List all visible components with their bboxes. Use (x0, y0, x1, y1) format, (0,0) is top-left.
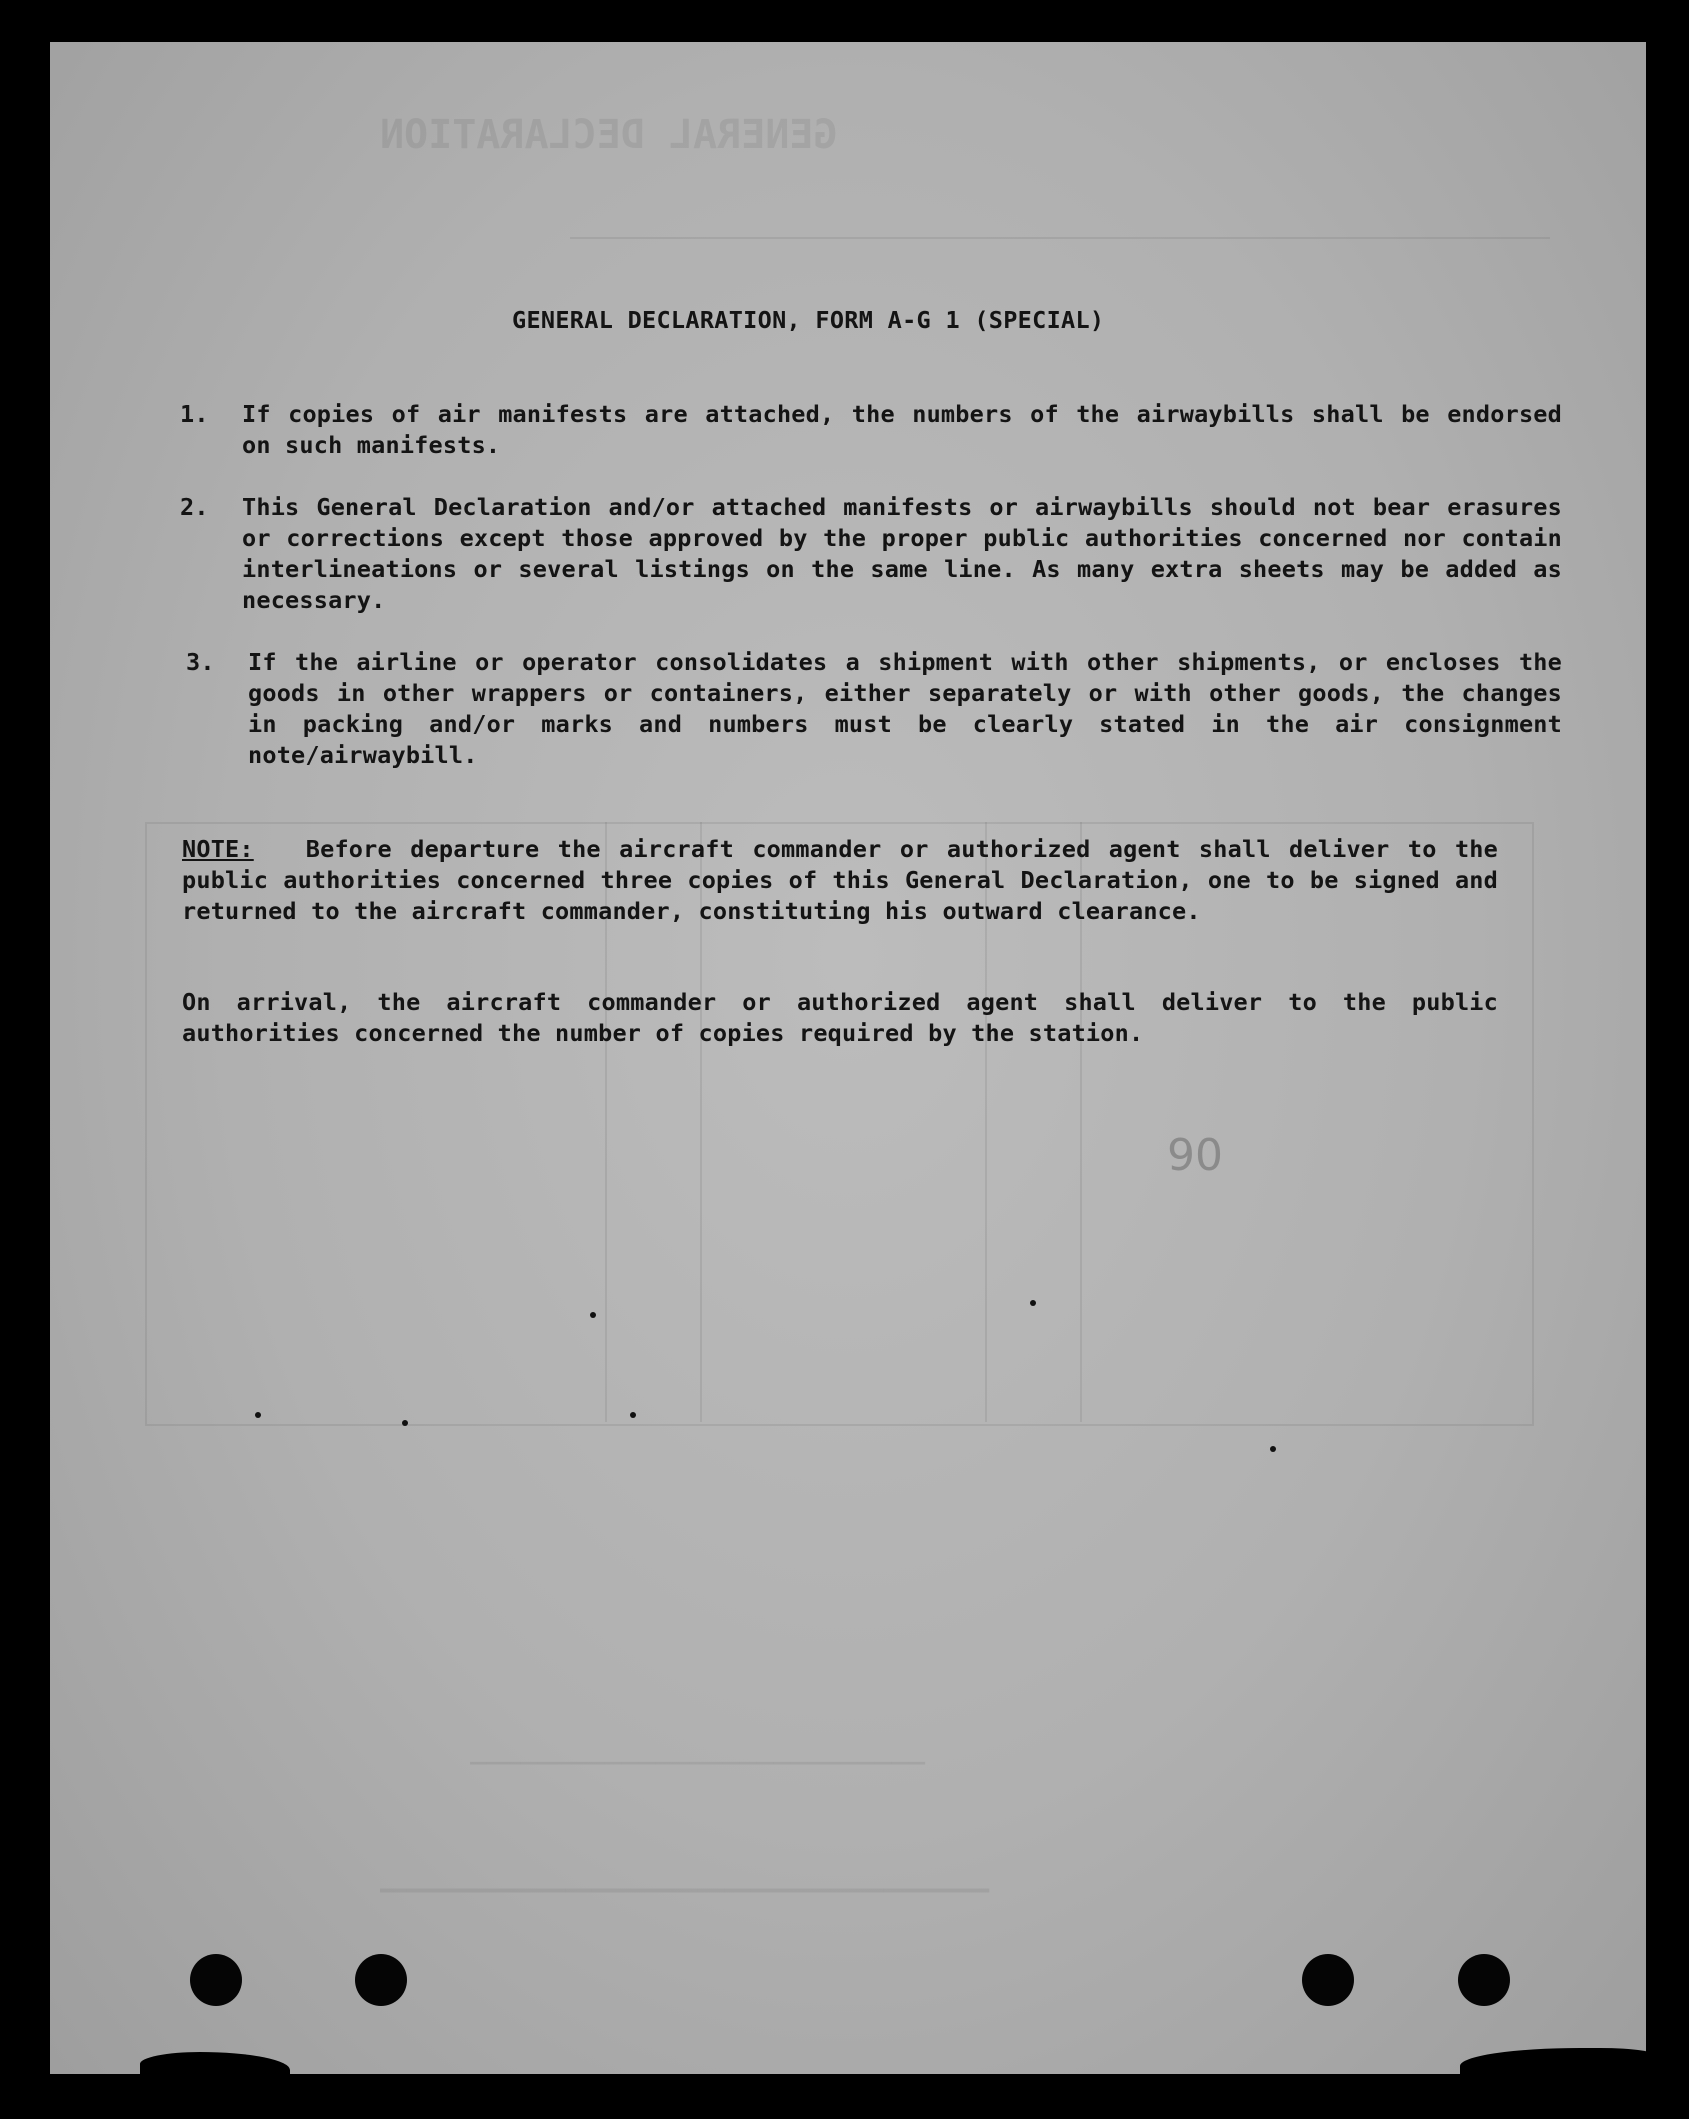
item-text: If the airline or operator consolidates a shipment with other shipments, or encloses the goods in other wrappers or containers, either separately or with other goods, the changes in packing and/or marks and numbers must be clearly stated in the air consignment note/airwaybill. (248, 648, 1562, 769)
bleed-through-heading: GENERAL DECLARATION (380, 112, 838, 158)
handwritten-mark: 90 (1167, 1130, 1223, 1181)
note-label: NOTE: (182, 835, 254, 863)
punch-hole (1302, 1954, 1354, 2006)
bleed-through-rule (570, 237, 1550, 239)
arrival-text: On arrival, the aircraft commander or authorized agent shall deliver to the public authorities concerned the number of copies required by the station. (182, 988, 1498, 1047)
bleed-through-footer: _______________________ (380, 1842, 990, 1893)
document-page (50, 42, 1646, 2074)
speck (630, 1412, 636, 1418)
note-text: Before departure the aircraft commander or authorized agent shall deliver to the public authorities concerned three copies of this General Declaration, one to be signed and returned to the aircraft commander, constituting his outward clearance. (182, 835, 1498, 925)
item-number: 3. (186, 648, 215, 676)
page-title: GENERAL DECLARATION, FORM A-G 1 (SPECIAL) (512, 306, 1105, 334)
punch-hole (1458, 1954, 1510, 2006)
bleed-through-footer: ___________________________ (470, 1732, 926, 1765)
speck (255, 1412, 261, 1418)
speck (1030, 1300, 1036, 1306)
speck (1270, 1446, 1276, 1452)
item-number: 2. (180, 493, 209, 521)
edge-tear (1460, 2048, 1646, 2074)
punch-hole (355, 1954, 407, 2006)
item-text: This General Declaration and/or attached manifests or airwaybills should not bear erasures or corrections except those approved by the proper public authorities concerned nor contain interlineations or several listings on the same line. As many extra sheets may be added as necessary. (242, 493, 1562, 614)
punch-hole (190, 1954, 242, 2006)
item-number: 1. (180, 400, 209, 428)
item-text: If copies of air manifests are attached, the numbers of the airwaybills shall be endorsed on such manifests. (242, 400, 1562, 459)
edge-tear (140, 2052, 290, 2074)
speck (402, 1420, 408, 1426)
speck (590, 1312, 596, 1318)
arrival-paragraph (182, 987, 1498, 1049)
note-paragraph (182, 834, 1498, 927)
